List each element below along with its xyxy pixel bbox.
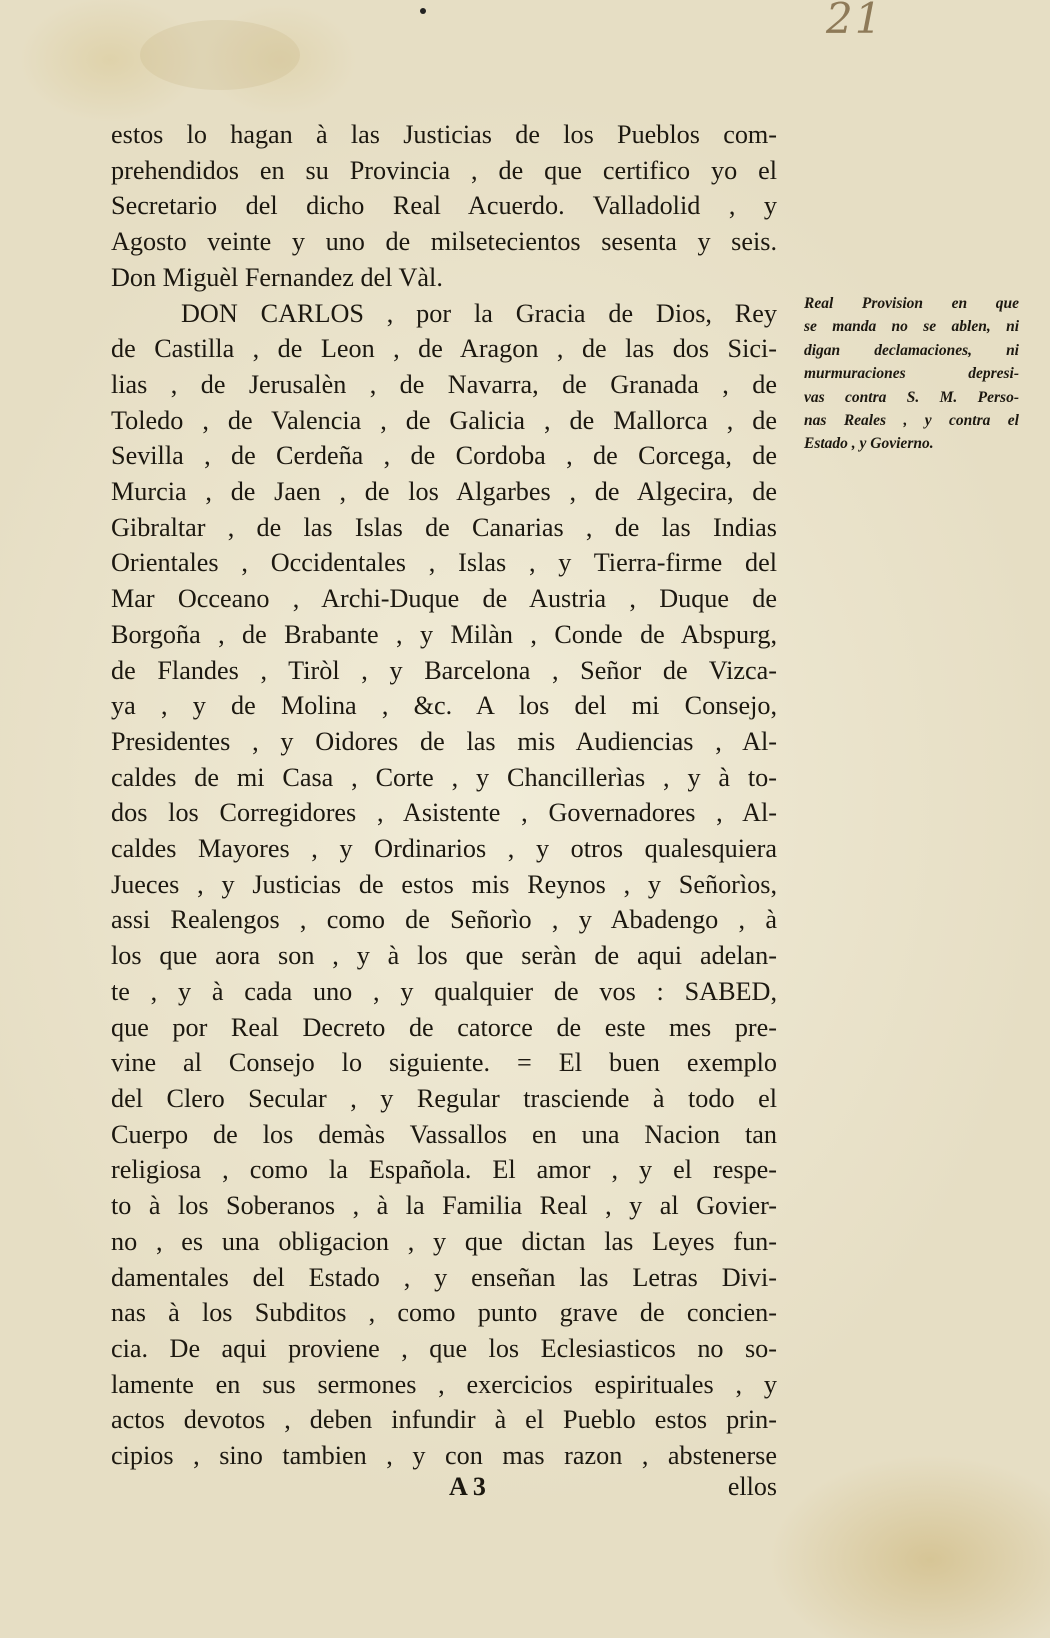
- text-line: no , es una obligacion , y que dictan las Leyes fun-: [111, 1226, 777, 1256]
- catchword: ellos: [727, 1472, 777, 1501]
- text-line: vine al Consejo lo siguiente. = El buen exemplo: [111, 1048, 777, 1078]
- text-line: actos devotos , deben infundir à el Pueblo estos prin-: [111, 1405, 777, 1435]
- text-line: del Clero Secular , y Regular trasciende à todo el: [111, 1083, 777, 1113]
- text-line: Borgoña , de Brabante , y Milàn , Conde de Abspurg,: [111, 619, 777, 649]
- margin-note-line: Estado , y Govierno.: [804, 435, 934, 453]
- margin-note-line: murmuraciones depresi-: [804, 365, 1019, 383]
- text-line: Secretario del dicho Real Acuerdo. Valladolid , y: [111, 191, 777, 221]
- text-line: Presidentes , y Oidores de las mis Audiencias , Al-: [111, 726, 777, 756]
- text-line: nas à los Subditos , como punto grave de concien-: [111, 1298, 777, 1328]
- text-line: to à los Soberanos , à la Familia Real , y al Govier-: [111, 1191, 777, 1221]
- text-line: lamente en sus sermones , exercicios espirituales , y: [111, 1369, 777, 1399]
- text-line: Orientales , Occidentales , Islas , y Tierra-firme del: [111, 548, 777, 578]
- text-line: Gibraltar , de las Islas de Canarias , de las Indias: [111, 512, 777, 542]
- ink-dot: [420, 8, 426, 14]
- margin-note-line: vas contra S. M. Perso-: [804, 388, 1019, 406]
- folio-number: 21: [826, 0, 884, 43]
- text-line: caldes Mayores , y Ordinarios , y otros qualesquiera: [111, 834, 777, 864]
- text-line: te , y à cada uno , y qualquier de vos : SABED,: [111, 976, 777, 1006]
- text-line: estos lo hagan à las Justicias de los Pueblos com-: [111, 120, 777, 149]
- margin-note-line: nas Reales , y contra el: [804, 412, 1019, 430]
- body-text: [111, 117, 777, 1474]
- margin-note-line: digan declamaciones, ni: [804, 341, 1019, 359]
- paper-stain: [140, 20, 300, 90]
- text-line: assi Realengos , como de Señorìo , y Abadengo , à: [111, 905, 777, 935]
- text-line: ya , y de Molina , &c. A los del mi Consejo,: [111, 691, 777, 721]
- text-line: Mar Occeano , Archi-Duque de Austria , Duque de: [111, 584, 777, 614]
- text-line: religiosa , como la Española. El amor , y el respe-: [111, 1155, 777, 1185]
- margin-note: [804, 292, 1019, 456]
- text-line: lias , de Jerusalèn , de Navarra, de Granada , de: [111, 369, 777, 399]
- text-line: los que aora son , y à los que seràn de aqui adelan-: [111, 941, 777, 971]
- page-footer: [111, 1472, 777, 1506]
- text-line: que por Real Decreto de catorce de este mes pre-: [111, 1012, 777, 1042]
- signature-mark: A 3: [449, 1472, 486, 1501]
- margin-note-line: se manda no se ablen, ni: [804, 318, 1019, 336]
- text-line: Murcia , de Jaen , de los Algarbes , de Algecira, de: [111, 477, 777, 507]
- text-line: Toledo , de Valencia , de Galicia , de Mallorca , de: [111, 405, 777, 435]
- margin-note-line: Real Provision en que: [804, 295, 1019, 312]
- text-line: de Flandes , Tiròl , y Barcelona , Señor de Vizca-: [111, 655, 777, 685]
- text-line: Jueces , y Justicias de estos mis Reynos , y Señorìos,: [111, 869, 777, 899]
- text-line: caldes de mi Casa , Corte , y Chancillerìas , y à to-: [111, 762, 777, 792]
- text-line: damentales del Estado , y enseñan las Letras Divi-: [111, 1262, 777, 1292]
- text-line: cipios , sino tambien , y con mas razon , abstenerse: [111, 1441, 777, 1471]
- text-line: DON CARLOS , por la Gracia de Dios, Rey: [181, 298, 777, 328]
- text-line: cia. De aqui proviene , que los Eclesiasticos no so-: [111, 1333, 777, 1363]
- text-line: dos los Corregidores , Asistente , Governadores , Al-: [111, 798, 777, 828]
- text-line: de Castilla , de Leon , de Aragon , de las dos Sici-: [111, 334, 777, 364]
- text-line: Sevilla , de Cerdeña , de Cordoba , de Corcega, de: [111, 441, 777, 471]
- text-line: Don Miguèl Fernandez del Vàl.: [111, 262, 443, 292]
- text-line: Cuerpo de los demàs Vassallos en una Nacion tan: [111, 1119, 777, 1149]
- text-line: prehendidos en su Provincia , de que certifico yo el: [111, 155, 777, 185]
- text-line: Agosto veinte y uno de milsetecientos sesenta y seis.: [111, 227, 777, 257]
